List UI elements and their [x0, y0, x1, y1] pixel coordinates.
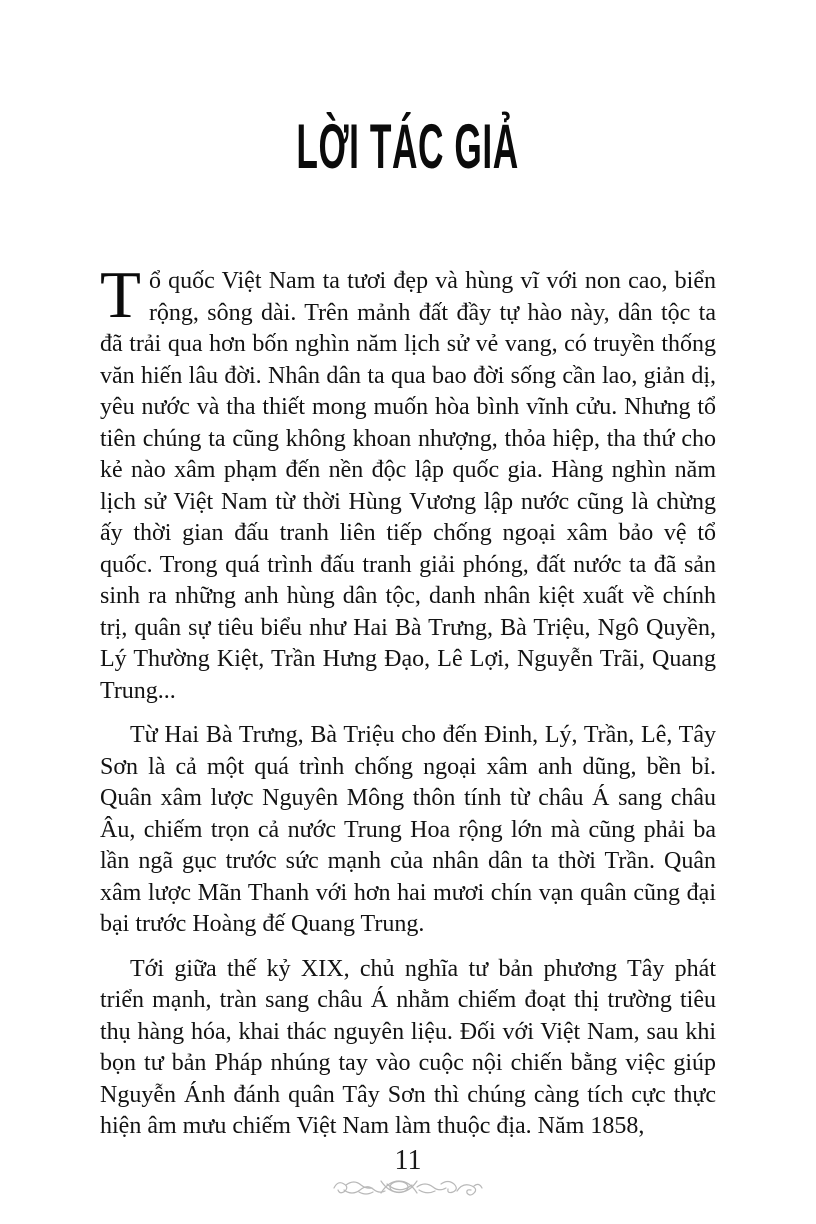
chapter-title-text: LỜI TÁC GIẢ: [296, 112, 520, 182]
paragraph-1-text: ổ quốc Việt Nam ta tươi đẹp và hùng vĩ với non cao, biển rộng, sông dài. Trên mảnh đất đầy tự hào này, dân tộc ta đã trải qua hơn bốn nghìn năm lịch sử vẻ vang, có truyền thống văn hiến lâu đời. Nhân dân ta qua bao đời sống cần lao, giản dị, yêu nước và tha thiết mong muốn hòa bình vĩnh cửu. Nhưng tổ tiên chúng ta cũng không khoan nhượng, thỏa hiệp, tha thứ cho kẻ nào xâm phạm đến nền độc lập quốc gia. Hàng nghìn năm lịch sử Việt Nam từ thời Hùng Vương lập nước cũng là chừng ấy thời gian đấu tranh liên tiếp chống ngoại xâm bảo vệ tổ quốc. Trong quá trình đấu tranh giải phóng, đất nước ta đã sản sinh ra những anh hùng dân tộc, danh nhân kiệt xuất về chính trị, quân sự tiêu biểu như Hai Bà Trưng, Bà Triệu, Ngô Quyền, Lý Thường Kiệt, Trần Hưng Đạo, Lê Lợi, Nguyễn Trãi, Quang Trung...: [100, 268, 716, 704]
paragraph-3: Tới giữa thế kỷ XIX, chủ nghĩa tư bản phương Tây phát triển mạnh, tràn sang châu Á nhằm chiếm đoạt thị trường tiêu thụ hàng hóa, khai thác nguyên liệu. Đối với Việt Nam, sau khi bọn tư bản Pháp nhúng tay vào cuộc nội chiến bằng việc giúp Nguyễn Ánh đánh quân Tây Sơn thì chúng càng tích cực thực hiện âm mưu chiếm Việt Nam làm thuộc địa. Năm 1858,: [100, 955, 716, 1139]
paragraph-2: Từ Hai Bà Trưng, Bà Triệu cho đến Đinh, Lý, Trần, Lê, Tây Sơn là cả một quá trình chống ngoại xâm anh dũng, bền bỉ. Quân xâm lược Nguyên Mông thôn tính từ châu Á sang châu Âu, chiếm trọn cả nước Trung Hoa rộng lớn mà cũng phải ba lần ngã gục trước sức mạnh của nhân dân ta thời Trần. Quân xâm lược Mãn Thanh với hơn hai mươi chín vạn quân cũng đại bại trước Hoàng đế Quang Trung.: [100, 722, 716, 937]
chapter-title: [0, 112, 816, 182]
body-text: [100, 258, 716, 1156]
ribbon-flourish-icon: [329, 1172, 487, 1202]
drop-cap: T: [100, 258, 141, 332]
page-number: 11: [394, 1145, 422, 1176]
page-footer: [0, 1146, 816, 1202]
paragraph-1: [100, 258, 716, 707]
